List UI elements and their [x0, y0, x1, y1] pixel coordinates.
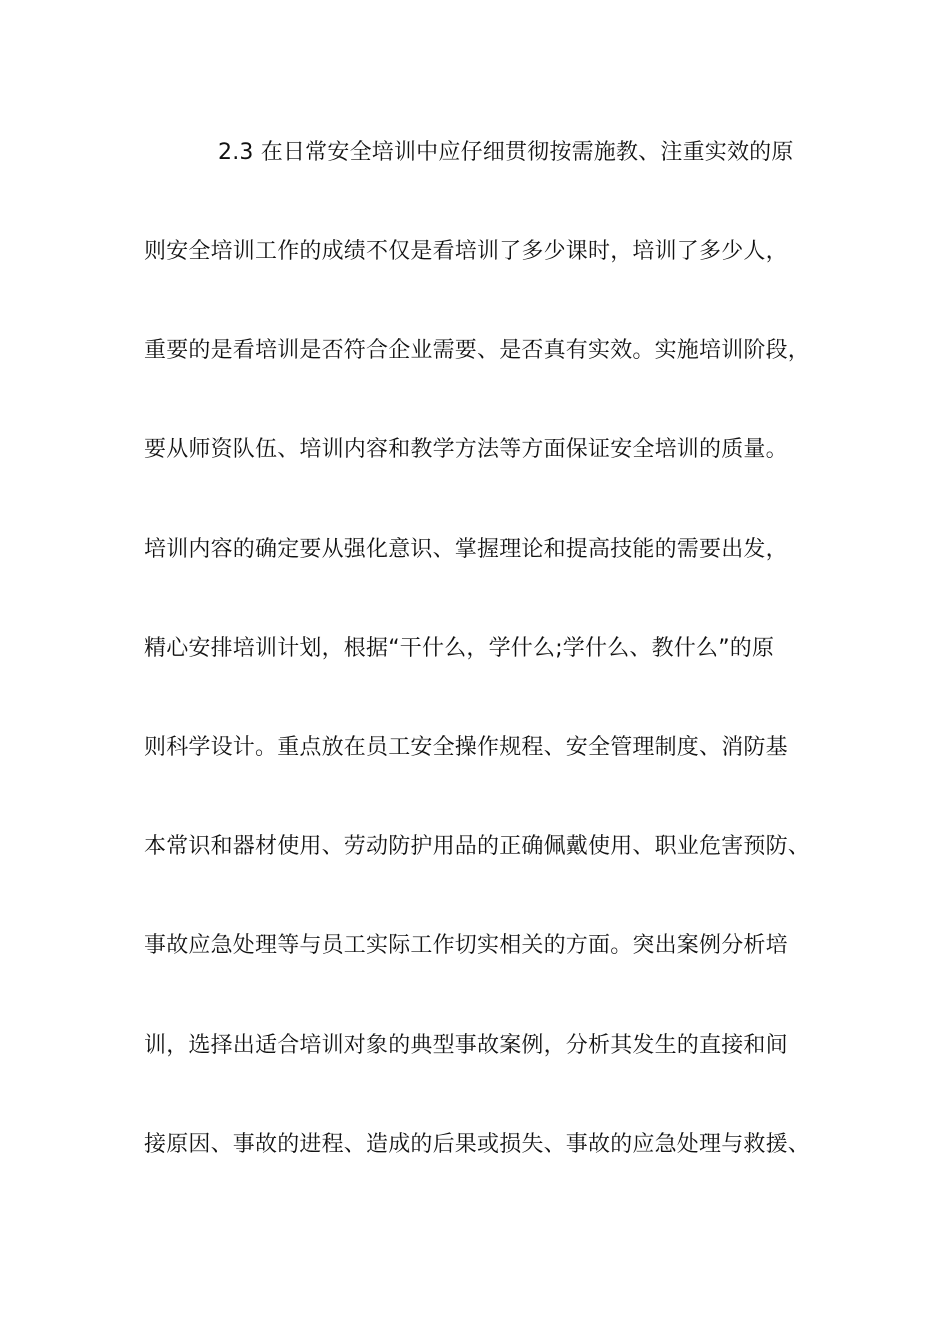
paragraph-line-9: 事故应急处理等与员工实际工作切实相关的方面。突出案例分析培 [144, 933, 788, 958]
paragraph-line-7: 则科学设计。重点放在员工安全操作规程、安全管理制度、消防基 [144, 735, 788, 760]
paragraph-line-3: 重要的是看培训是否符合企业需要、是否真有实效。实施培训阶段， [144, 338, 811, 363]
paragraph-line-11: 接原因、事故的进程、造成的后果或损失、事故的应急处理与救援、 [144, 1132, 811, 1157]
paragraph-line-10: 训，选择出适合培训对象的典型事故案例，分析其发生的直接和间 [144, 1033, 788, 1058]
paragraph-line-1: 2.3 在日常安全培训中应仔细贯彻按需施教、注重实效的原 [218, 140, 794, 165]
paragraph-line-6: 精心安排培训计划，根据“干什么，学什么;学什么、教什么”的原 [144, 636, 775, 661]
paragraph-line-4: 要从师资队伍、培训内容和教学方法等方面保证安全培训的质量。 [144, 437, 788, 462]
paragraph-line-2: 则安全培训工作的成绩不仅是看培训了多少课时，培训了多少人， [144, 239, 788, 264]
paragraph-line-5: 培训内容的确定要从强化意识、掌握理论和提高技能的需要出发， [144, 537, 788, 562]
paragraph-line-8: 本常识和器材使用、劳动防护用品的正确佩戴使用、职业危害预防、 [144, 834, 811, 859]
